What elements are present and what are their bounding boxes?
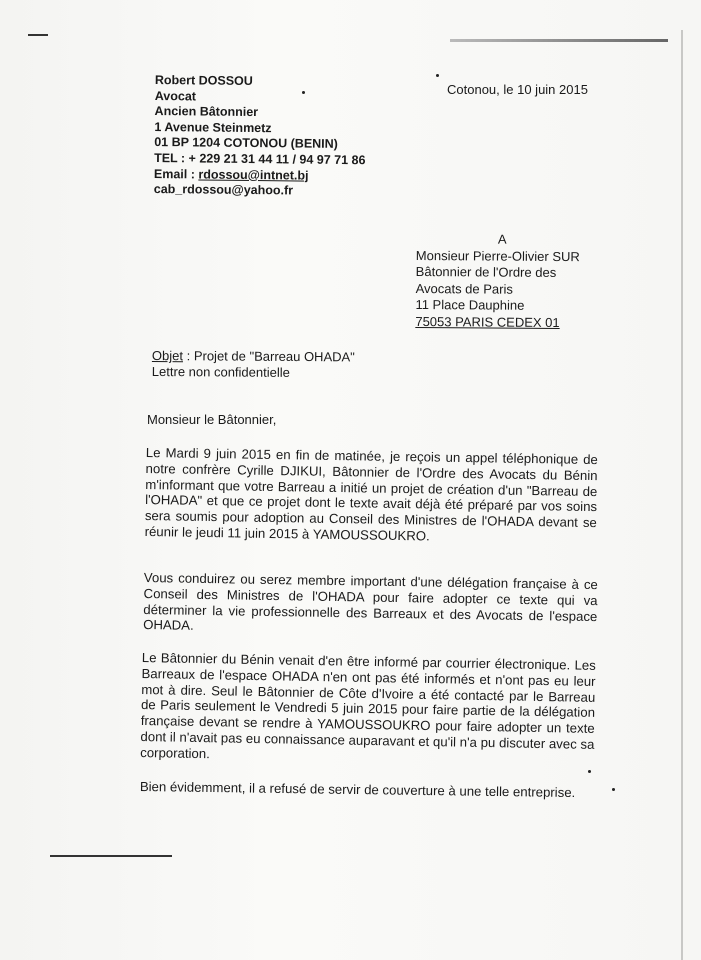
scan-speck bbox=[588, 770, 591, 773]
recipient-city: 75053 PARIS CEDEX 01 bbox=[415, 313, 560, 330]
sender-title: Ancien Bâtonnier bbox=[154, 104, 259, 120]
sender-role: Avocat bbox=[154, 88, 197, 104]
page-edge-shadow bbox=[681, 30, 683, 960]
sender-postal: 01 BP 1204 COTONOU (BENIN) bbox=[154, 135, 338, 152]
sender-email-link[interactable]: rdossou@intnet.bj bbox=[198, 167, 309, 183]
recipient-name: Monsieur Pierre-Olivier SUR bbox=[415, 247, 580, 264]
sender-tel: TEL : + 229 21 31 44 11 / 94 97 71 86 bbox=[154, 150, 366, 168]
top-rule bbox=[450, 39, 668, 42]
sender-email-label: Email : bbox=[153, 166, 199, 182]
paragraph-2: Vous conduirez ou serez membre important d'une délégation française à ce Conseil des Ministres de l'OHADA pour faire adopter ce texte qui va déterminer la vie professionnelle des Barreaux et des Avocats de l'espace OHADA. bbox=[143, 570, 598, 634]
recipient-title-2: Avocats de Paris bbox=[415, 280, 513, 297]
scan-speck bbox=[612, 788, 615, 791]
recipient-prefix: A bbox=[497, 231, 507, 247]
signature-rule bbox=[50, 855, 172, 857]
top-left-mark bbox=[28, 34, 48, 36]
salutation: Monsieur le Bâtonnier, bbox=[147, 412, 277, 427]
paragraph-1: Le Mardi 9 juin 2015 en fin de matinée, je reçois un appel téléphonique de notre confrère Cyrille DJIKUI, Bâtonnier de l'Ordre des Avocats du Bénin m'informant que votre Barreau a initié un projet de création d'un "Barreau de l'OHADA" et que ce projet dont le texte avait déjà été préparé par vos soins sera soumis pour adoption au Conseil des Ministres de l'OHADA devant se réunir le jeudi 11 juin 2015 à YAMOUSSOUKRO. bbox=[144, 445, 598, 544]
subject-text: : Projet de "Barreau OHADA" bbox=[182, 348, 355, 365]
subject-block bbox=[152, 348, 355, 381]
paragraph-4: Bien évidemment, il a refusé de servir de couverture à une telle entreprise. bbox=[139, 779, 576, 801]
sender-email-2[interactable]: cab_rdossou@yahoo.fr bbox=[153, 182, 294, 198]
paragraph-3: Le Bâtonnier du Bénin venait d'en être informé par courrier électronique. Les Barreaux de l'espace OHADA n'en ont pas été informés et n'ont pas eu leur mot à dire. Seul le Bâtonnier de Côte d'Ivoire a été contacté par le Barreau de Paris seulement le Vendredi 5 juin 2015 pour faire partie de la délégation française devant se rendre à YAMOUSSOUKRO pour faire adopter un texte dont il n'avait pas eu connaissance auparavant et qu'il n'a pu discuter avec sa corporation. bbox=[140, 650, 596, 761]
letter-date: Cotonou, le 10 juin 2015 bbox=[447, 82, 588, 97]
subject-line bbox=[152, 348, 355, 365]
scan-speck bbox=[302, 91, 305, 94]
sender-block bbox=[154, 73, 367, 200]
recipient-address: 11 Place Dauphine bbox=[415, 296, 525, 313]
scan-speck bbox=[436, 74, 439, 77]
subject-note: Lettre non confidentielle bbox=[151, 363, 290, 380]
subject-label: Objet bbox=[151, 348, 184, 364]
recipient-title-1: Bâtonnier de l'Ordre des bbox=[415, 263, 557, 280]
sender-address: 1 Avenue Steinmetz bbox=[154, 119, 272, 136]
sender-name: Robert DOSSOU bbox=[154, 73, 253, 89]
recipient-block bbox=[415, 231, 580, 331]
